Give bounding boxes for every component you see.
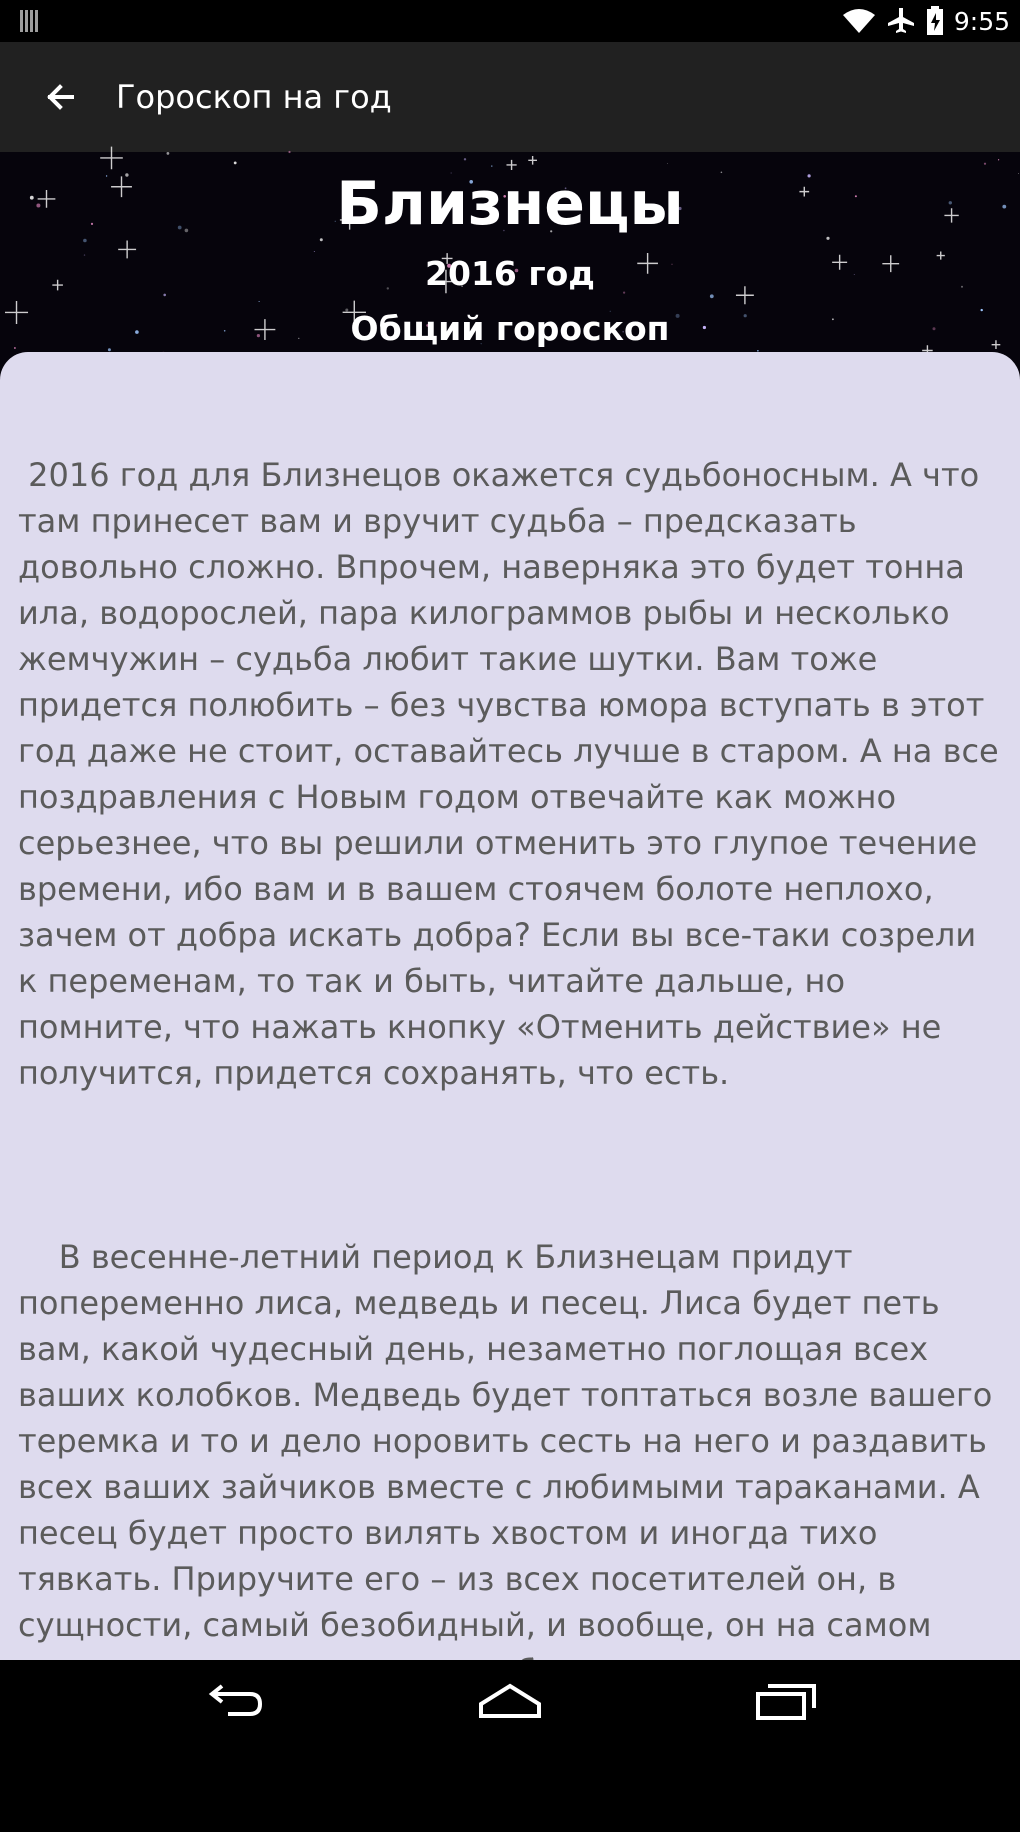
horoscope-paragraph: 2016 год для Близнецов окажется судьбоносным. А что там принесет вам и вручит судьба – предсказать довольно сложно. Впрочем, наверняка это будет тонна ила, водорослей, пара килограммов рыбы и несколько жемчужин – судьба любит такие шутки. Вам тоже придется полюбить – без чувства юмора вступать в этот год даже не стоит, оставайтесь лучше в старом. А на все поздравления с Новым годом отвечайте как можно серьезнее, что вы решили отменить это глупое течение времени, ибо вам и в вашем стоячем болоте неплохо, зачем от добра искать добра? Если вы все-таки созрели к переменам, то так и быть, читайте дальше, но помните, что нажать кнопку «Отменить действие» не получится, придется сохранять, что есть. (18, 456, 1009, 1092)
status-time: 9:55 (953, 6, 1010, 36)
nav-recents-icon[interactable] (752, 1676, 822, 1724)
horoscope-paragraph: В весенне-летний период к Близнецам придут попеременно лиса, медведь и песец. Лиса будет петь вам, какой чудесный день, незаметно поглощая всех ваших колобков. Медведь будет топтаться возле вашего теремка и то и дело норовить сесть на него и раздавить всех ваших зайчиков вместе с любимыми тараканами. А песец будет просто вилять хвостом и иногда тихо тявкать. Приручите его – из всех посетителей он, в сущности, самый безобидный, и вообще, он на самом (18, 1238, 993, 1644)
airplane-icon (886, 6, 916, 36)
year-label: 2016 год (425, 254, 595, 293)
nav-home-icon[interactable] (475, 1676, 545, 1724)
battery-icon (926, 6, 944, 36)
arrow-left-icon[interactable] (40, 75, 84, 119)
page-title: Гороскоп на год (116, 78, 392, 116)
notification-icon (20, 10, 42, 32)
horoscope-text-card (0, 352, 1020, 1692)
nav-back-icon[interactable] (200, 1676, 270, 1724)
content-area[interactable] (0, 152, 1020, 1660)
horoscope-type-label: Общий гороскоп (350, 309, 670, 348)
zodiac-sign-title: Близнецы (336, 169, 684, 239)
app-bar (0, 42, 1020, 152)
wifi-icon (842, 7, 876, 35)
navigation-bar (0, 1660, 1020, 1740)
status-bar (0, 0, 1020, 42)
horoscope-header (0, 152, 1020, 352)
